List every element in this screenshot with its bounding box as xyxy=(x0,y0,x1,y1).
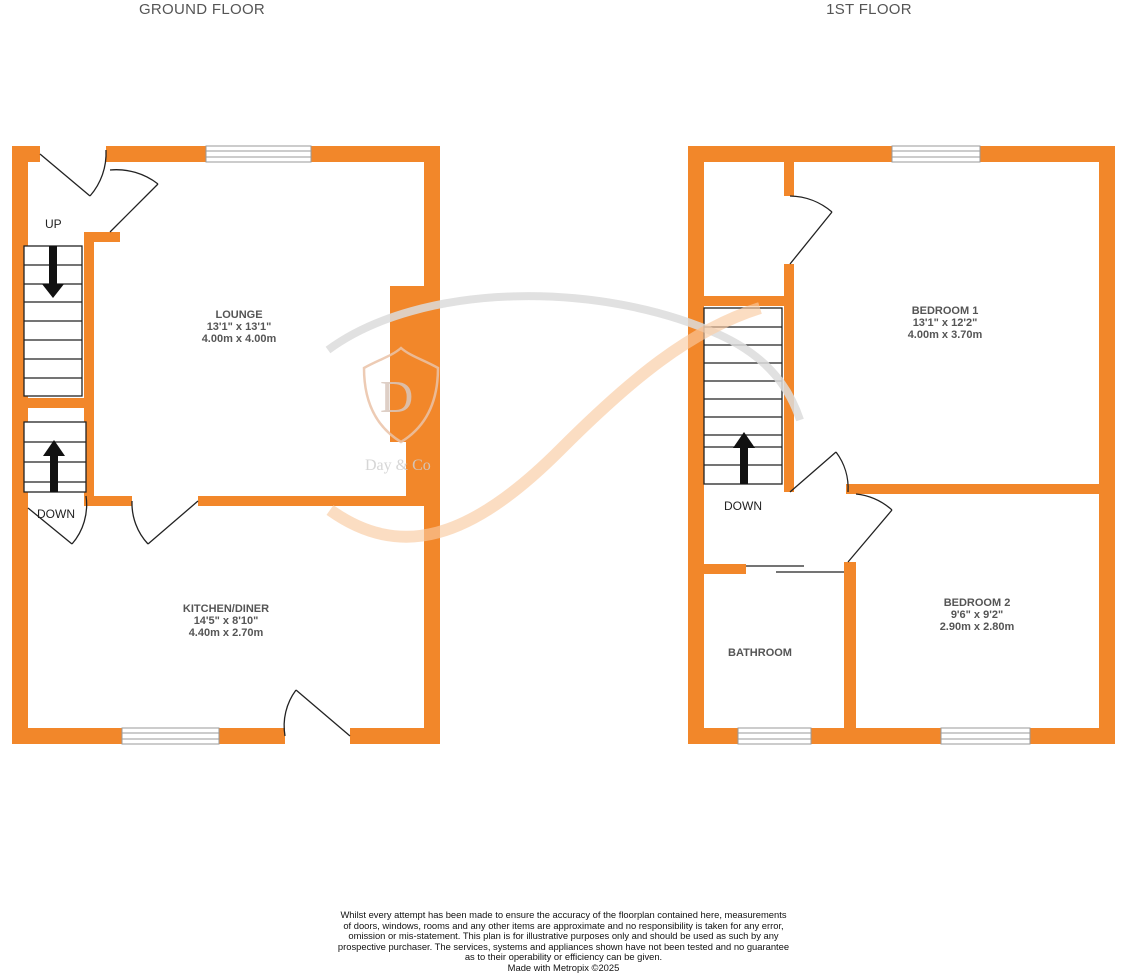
disclaimer-line: of doors, windows, rooms and any other items are approximate and no responsibility is taken for any error, xyxy=(343,919,784,931)
ground-windows xyxy=(122,146,311,744)
first-stairs-down-label: DOWN xyxy=(724,499,762,513)
disclaimer-line: omission or mis-statement. This plan is for illustrative purposes only and should be used as such by any xyxy=(348,930,779,942)
stairs-down-label: DOWN xyxy=(37,507,75,521)
bedroom2-dimensions-imperial: 9'6" x 9'2" xyxy=(950,609,1004,621)
disclaimer xyxy=(300,910,827,974)
first-floor-title: 1ST FLOOR xyxy=(826,1,912,18)
bathroom-window xyxy=(738,728,811,744)
disclaimer-credit: Made with Metropix ©2025 xyxy=(507,961,620,973)
lounge-dimensions-imperial: 13'1" x 13'1" xyxy=(206,321,272,333)
disclaimer-line: prospective purchaser. The services, systems and appliances shown have not been tested and no guarantee xyxy=(337,940,790,952)
bedroom1-dimensions-metric: 4.00m x 3.70m xyxy=(907,329,983,341)
ground-floor-title: GROUND FLOOR xyxy=(138,1,266,18)
bedroom1-window xyxy=(892,146,980,162)
bathroom-name: BATHROOM xyxy=(728,647,792,659)
stairs-up-label: UP xyxy=(45,217,62,231)
watermark-text: Day & Co xyxy=(365,457,431,474)
disclaimer-line: Whilst every attempt has been made to ensure the accuracy of the floorplan contained here, measurements xyxy=(340,909,787,920)
ground-floor-plan xyxy=(12,146,440,744)
room-labels xyxy=(183,305,1015,659)
bedroom1-name: BEDROOM 1 xyxy=(911,305,979,317)
kitchen-dimensions-imperial: 14'5" x 8'10" xyxy=(193,615,259,627)
lounge-dimensions-metric: 4.00m x 4.00m xyxy=(201,333,277,345)
watermark-letter: D xyxy=(380,371,414,422)
bedroom2-window xyxy=(941,728,1030,744)
kitchen-dimensions-metric: 4.40m x 2.70m xyxy=(188,627,264,639)
bedroom2-name: BEDROOM 2 xyxy=(943,597,1011,609)
lounge-window xyxy=(206,146,311,162)
bedroom1-dimensions-imperial: 13'1" x 12'2" xyxy=(912,317,978,329)
lounge-name: LOUNGE xyxy=(215,309,263,321)
disclaimer-line: as to their operability or efficiency can be given. xyxy=(464,951,663,963)
bedroom2-dimensions-metric: 2.90m x 2.80m xyxy=(939,621,1015,633)
kitchen-name: KITCHEN/DINER xyxy=(182,603,270,615)
kitchen-window xyxy=(122,728,219,744)
